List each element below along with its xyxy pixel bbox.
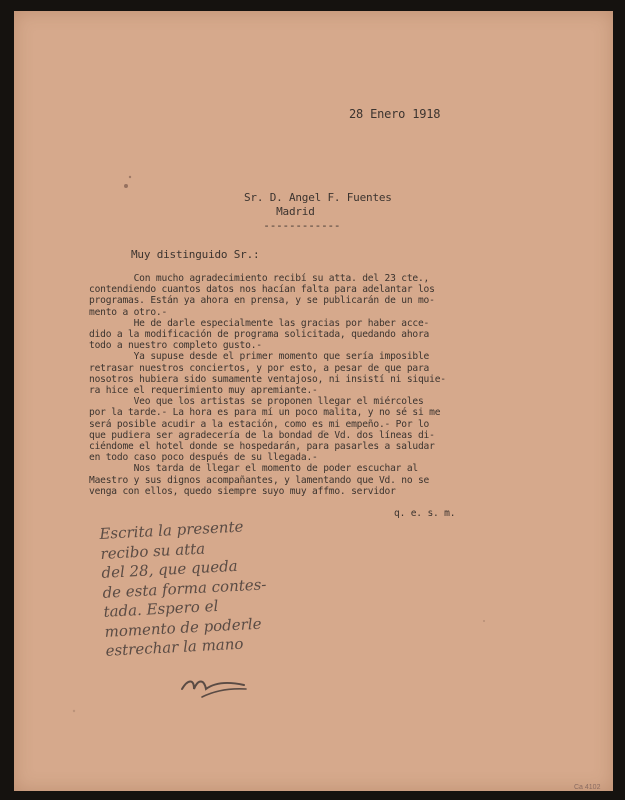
handwritten-note: Escrita la presente recibo su atta del 28, que queda de esta forma contes- tada. Espero el momento de poderle estrechar la mano — [99, 517, 267, 660]
archive-reference: Ca 4102 — [574, 784, 601, 791]
letter-body: Con mucho agradecimiento recibí su atta. del 23 cte., contendiendo cuantos datos nos hacían falta para adelantar los programas. Están ya ahora en prensa, y se publicarán de un mo- mento a otro.- He de darle especialmente las gracias por haber acce- dido a la modificación de programa solicitada, quedando ahora todo a nuestro completo gusto.- Ya supuse desde el primer momento que sería imposible retrasar nuestros conciertos, y por esto, a pesar de que para nosotros hubiera sido sumamente ventajoso, ni insistí ni siquie- ra hice el requerimiento muy apremiante.- Veo que los artistas se proponen llegar el miércoles por la tarde.- La hora es para mí un poco malita, y no sé si me será posible acudir a la estación, como es mi empeño.- Por lo que pudiera ser agradecería de la bondad de Vd. dos líneas di- ciéndome el hotel donde se hospedarán, para pasarles a saludar en todo caso poco después de su llegada.- Nos tarda de llegar el momento de poder escuchar al Maestro y sus dignos acompañantes, y lamentando que Vd. no se venga con ellos, quedo siempre suyo muy affmo. servidor — [89, 273, 446, 497]
closing-formula: q. e. s. m. — [394, 508, 456, 519]
letter-date: 28 Enero 1918 — [349, 107, 441, 121]
salutation: Muy distinguido Sr.: — [131, 248, 260, 261]
recipient-address: Sr. D. Angel F. Fuentes Madrid ------------ — [244, 191, 392, 232]
letter-page — [14, 11, 613, 791]
signature-mark — [174, 661, 264, 711]
